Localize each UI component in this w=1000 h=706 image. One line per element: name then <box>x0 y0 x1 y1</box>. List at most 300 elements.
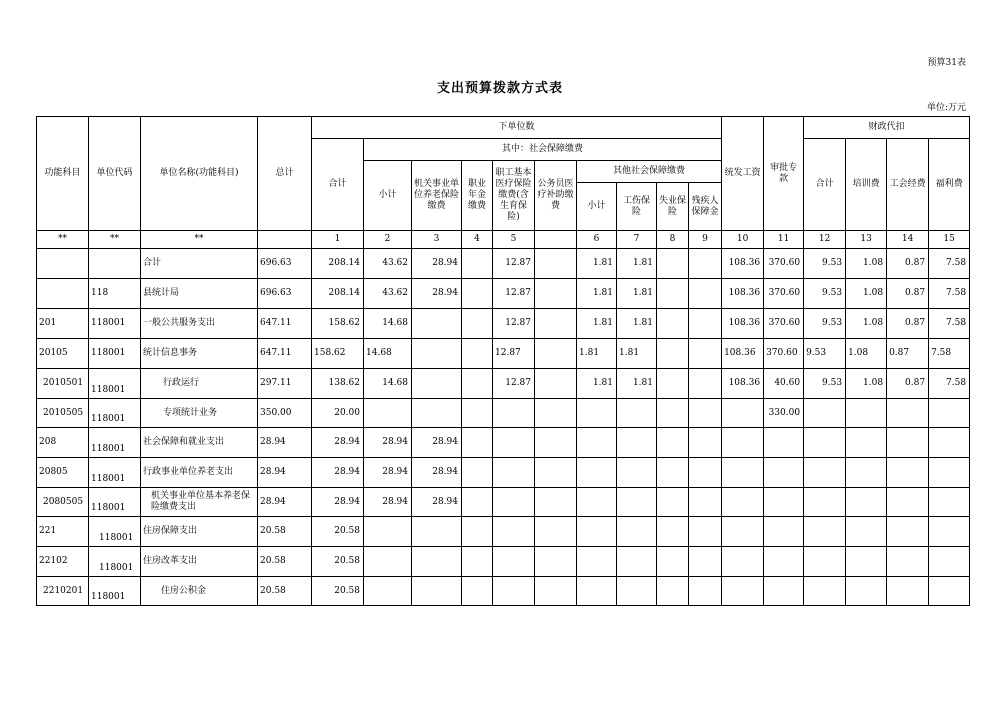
value-cell: 12.87 <box>493 339 535 369</box>
value-cell: 108.36 <box>722 309 764 339</box>
value-cell <box>846 577 887 606</box>
index-cell: 6 <box>577 231 617 249</box>
unit-name-cell: 住房公积金 <box>141 577 258 606</box>
value-cell: 647.11 <box>258 339 312 369</box>
index-cell: 8 <box>657 231 689 249</box>
value-cell <box>764 577 804 606</box>
unit-label: 单位:万元 <box>926 103 966 113</box>
value-cell: 28.94 <box>312 488 364 517</box>
value-cell: 12.87 <box>493 249 535 279</box>
value-cell <box>462 249 493 279</box>
value-cell: 28.94 <box>412 279 462 309</box>
value-cell <box>577 428 617 458</box>
value-cell <box>535 428 577 458</box>
value-cell: 9.53 <box>804 339 846 369</box>
value-cell: 9.53 <box>804 369 846 399</box>
value-cell <box>493 577 535 606</box>
value-cell <box>657 309 689 339</box>
value-cell: 43.62 <box>364 279 412 309</box>
value-cell: 138.62 <box>312 369 364 399</box>
table-row <box>37 547 970 577</box>
value-cell: 370.60 <box>764 339 804 369</box>
index-cell: 4 <box>462 231 493 249</box>
value-cell <box>722 517 764 547</box>
value-cell <box>617 577 657 606</box>
func-code-cell: 22102 <box>37 547 89 577</box>
value-cell <box>657 458 689 488</box>
value-cell <box>364 547 412 577</box>
value-cell: 158.62 <box>312 309 364 339</box>
value-cell: 28.94 <box>258 428 312 458</box>
value-cell <box>535 517 577 547</box>
value-cell: 9.53 <box>804 309 846 339</box>
value-cell: 0.87 <box>887 339 929 369</box>
index-cell: 15 <box>929 231 970 249</box>
value-cell <box>929 458 970 488</box>
value-cell <box>462 279 493 309</box>
value-cell <box>462 577 493 606</box>
header-approved: 审批专款 <box>764 117 804 231</box>
value-cell <box>887 458 929 488</box>
func-code-cell <box>37 279 89 309</box>
value-cell <box>689 428 722 458</box>
index-cell: 3 <box>412 231 462 249</box>
value-cell: 14.68 <box>364 309 412 339</box>
value-cell: 108.36 <box>722 249 764 279</box>
value-cell <box>657 399 689 428</box>
value-cell: 1.81 <box>577 369 617 399</box>
value-cell: 14.68 <box>364 369 412 399</box>
value-cell: 28.94 <box>412 249 462 279</box>
value-cell <box>535 547 577 577</box>
value-cell: 28.94 <box>312 458 364 488</box>
header-salary: 统发工资 <box>722 117 764 231</box>
unit-name-cell: 专项统计业务 <box>141 399 258 428</box>
header-func-code: 功能科目 <box>37 117 89 231</box>
value-cell <box>929 428 970 458</box>
unit-name-cell: 住房改革支出 <box>141 547 258 577</box>
table-row <box>37 249 970 279</box>
value-cell <box>412 577 462 606</box>
unit-name-cell: 住房保障支出 <box>141 517 258 547</box>
index-row <box>37 231 970 249</box>
value-cell: 0.87 <box>887 309 929 339</box>
value-cell <box>577 547 617 577</box>
unit-code-cell: 118001 <box>89 369 141 399</box>
value-cell: 28.94 <box>412 428 462 458</box>
value-cell <box>657 428 689 458</box>
value-cell <box>689 309 722 339</box>
value-cell <box>535 369 577 399</box>
func-code-cell: 221 <box>37 517 89 547</box>
value-cell: 1.08 <box>846 369 887 399</box>
value-cell: 28.94 <box>312 428 364 458</box>
value-cell <box>412 399 462 428</box>
header-lower-units: 下单位数 <box>312 117 722 139</box>
value-cell <box>722 458 764 488</box>
value-cell: 208.14 <box>312 279 364 309</box>
value-cell: 28.94 <box>364 458 412 488</box>
func-code-cell: 20105 <box>37 339 89 369</box>
value-cell: 696.63 <box>258 249 312 279</box>
value-cell <box>887 399 929 428</box>
value-cell <box>804 488 846 517</box>
budget-table <box>36 116 970 606</box>
value-cell: 20.58 <box>258 547 312 577</box>
index-cell: ** <box>141 231 258 249</box>
header-unemp: 失业保险 <box>657 183 689 231</box>
value-cell <box>657 517 689 547</box>
value-cell <box>462 517 493 547</box>
value-cell: 7.58 <box>929 369 970 399</box>
index-cell: 13 <box>846 231 887 249</box>
index-cell: 1 <box>312 231 364 249</box>
unit-name-cell: 行政运行 <box>141 369 258 399</box>
header-injury: 工伤保险 <box>617 183 657 231</box>
value-cell <box>689 577 722 606</box>
value-cell <box>364 517 412 547</box>
value-cell <box>462 458 493 488</box>
value-cell: 12.87 <box>493 309 535 339</box>
value-cell: 370.60 <box>764 309 804 339</box>
value-cell: 43.62 <box>364 249 412 279</box>
value-cell <box>577 399 617 428</box>
header-other-subtotal: 小计 <box>577 183 617 231</box>
index-cell: ** <box>89 231 141 249</box>
value-cell: 20.58 <box>258 517 312 547</box>
value-cell <box>535 577 577 606</box>
index-cell: 10 <box>722 231 764 249</box>
value-cell <box>462 488 493 517</box>
value-cell <box>804 399 846 428</box>
value-cell: 20.00 <box>312 399 364 428</box>
unit-code-cell: 118001 <box>89 488 141 517</box>
value-cell <box>493 428 535 458</box>
func-code-cell: 2080505 <box>37 488 89 517</box>
value-cell <box>689 279 722 309</box>
value-cell: 9.53 <box>804 249 846 279</box>
index-cell: 2 <box>364 231 412 249</box>
value-cell <box>462 369 493 399</box>
value-cell: 1.81 <box>617 339 657 369</box>
header-training: 培训费 <box>846 139 887 231</box>
value-cell <box>364 577 412 606</box>
value-cell <box>929 547 970 577</box>
value-cell <box>846 517 887 547</box>
header-of-which-ss: 其中：社会保障缴费 <box>364 139 722 161</box>
table-row <box>37 309 970 339</box>
value-cell <box>493 458 535 488</box>
value-cell: 0.87 <box>887 369 929 399</box>
value-cell <box>657 339 689 369</box>
value-cell <box>412 339 462 369</box>
value-cell: 1.08 <box>846 249 887 279</box>
table-row <box>37 517 970 547</box>
value-cell <box>657 547 689 577</box>
value-cell: 20.58 <box>258 577 312 606</box>
table-row <box>37 488 970 517</box>
value-cell: 40.60 <box>764 369 804 399</box>
value-cell: 330.00 <box>764 399 804 428</box>
header-fiscal: 财政代扣 <box>804 117 970 139</box>
form-number: 预算31表 <box>927 58 966 68</box>
header-fiscal-sum: 合计 <box>804 139 846 231</box>
value-cell <box>577 488 617 517</box>
value-cell <box>535 309 577 339</box>
value-cell <box>577 517 617 547</box>
value-cell <box>462 309 493 339</box>
value-cell <box>804 517 846 547</box>
unit-name-cell: 县统计局 <box>141 279 258 309</box>
func-code-cell: 2010501 <box>37 369 89 399</box>
value-cell <box>617 399 657 428</box>
value-cell: 20.58 <box>312 577 364 606</box>
value-cell <box>577 577 617 606</box>
value-cell <box>804 458 846 488</box>
value-cell: 158.62 <box>312 339 364 369</box>
value-cell: 20.58 <box>312 547 364 577</box>
table-row <box>37 339 970 369</box>
value-cell: 14.68 <box>364 339 412 369</box>
value-cell <box>764 488 804 517</box>
value-cell: 0.87 <box>887 249 929 279</box>
value-cell <box>617 428 657 458</box>
value-cell: 1.81 <box>577 309 617 339</box>
value-cell: 696.63 <box>258 279 312 309</box>
value-cell <box>887 488 929 517</box>
unit-name-cell: 社会保障和就业支出 <box>141 428 258 458</box>
value-cell <box>689 517 722 547</box>
value-cell <box>412 517 462 547</box>
header-sum: 合计 <box>312 139 364 231</box>
value-cell <box>929 517 970 547</box>
table-row <box>37 577 970 606</box>
index-cell <box>535 231 577 249</box>
value-cell: 1.81 <box>577 339 617 369</box>
value-cell <box>846 428 887 458</box>
value-cell: 1.08 <box>846 279 887 309</box>
value-cell <box>689 369 722 399</box>
value-cell <box>887 577 929 606</box>
value-cell <box>846 399 887 428</box>
header-subtotal: 小计 <box>364 161 412 231</box>
value-cell: 1.08 <box>846 309 887 339</box>
value-cell <box>846 547 887 577</box>
value-cell <box>722 577 764 606</box>
value-cell <box>689 249 722 279</box>
func-code-cell: 2010505 <box>37 399 89 428</box>
value-cell <box>364 399 412 428</box>
value-cell: 28.94 <box>258 458 312 488</box>
value-cell <box>887 517 929 547</box>
unit-code-cell <box>89 249 141 279</box>
func-code-cell: 20805 <box>37 458 89 488</box>
header-civil-med: 公务员医疗补助缴费 <box>535 161 577 231</box>
header-welfare: 福利费 <box>929 139 970 231</box>
index-cell <box>258 231 312 249</box>
value-cell <box>722 428 764 458</box>
value-cell: 9.53 <box>804 279 846 309</box>
table-row <box>37 399 970 428</box>
value-cell <box>764 547 804 577</box>
value-cell <box>722 488 764 517</box>
value-cell <box>929 488 970 517</box>
table-row <box>37 369 970 399</box>
value-cell <box>887 547 929 577</box>
value-cell <box>657 249 689 279</box>
unit-code-cell: 118001 <box>89 428 141 458</box>
value-cell <box>535 279 577 309</box>
value-cell <box>535 488 577 517</box>
value-cell <box>493 517 535 547</box>
value-cell <box>617 458 657 488</box>
value-cell: 1.81 <box>617 279 657 309</box>
value-cell <box>657 369 689 399</box>
unit-name-cell: 合计 <box>141 249 258 279</box>
value-cell: 1.81 <box>617 369 657 399</box>
header-unit-code: 单位代码 <box>89 117 141 231</box>
header-medical: 职工基本医疗保险缴费(含生育保险) <box>493 161 535 231</box>
value-cell <box>804 577 846 606</box>
value-cell: 108.36 <box>722 339 764 369</box>
func-code-cell: 201 <box>37 309 89 339</box>
value-cell <box>929 399 970 428</box>
value-cell <box>412 309 462 339</box>
table-row <box>37 279 970 309</box>
value-cell <box>577 458 617 488</box>
value-cell: 20.58 <box>312 517 364 547</box>
value-cell <box>657 488 689 517</box>
value-cell: 297.11 <box>258 369 312 399</box>
value-cell <box>462 547 493 577</box>
index-cell: 11 <box>764 231 804 249</box>
func-code-cell <box>37 249 89 279</box>
value-cell <box>412 369 462 399</box>
unit-code-cell: 118001 <box>89 458 141 488</box>
value-cell <box>764 458 804 488</box>
value-cell <box>722 399 764 428</box>
unit-code-cell: 118 <box>89 279 141 309</box>
value-cell <box>846 488 887 517</box>
value-cell <box>412 547 462 577</box>
value-cell: 0.87 <box>887 279 929 309</box>
index-cell: 12 <box>804 231 846 249</box>
value-cell <box>535 458 577 488</box>
value-cell <box>462 428 493 458</box>
index-cell: 7 <box>617 231 657 249</box>
unit-code-cell: 118001 <box>89 577 141 606</box>
value-cell <box>689 547 722 577</box>
index-cell: ** <box>37 231 89 249</box>
unit-code-cell: 118001 <box>89 339 141 369</box>
header-other-ss: 其他社会保障缴费 <box>577 161 722 183</box>
value-cell <box>846 458 887 488</box>
value-cell <box>689 488 722 517</box>
func-code-cell: 208 <box>37 428 89 458</box>
value-cell: 12.87 <box>493 369 535 399</box>
value-cell: 108.36 <box>722 369 764 399</box>
value-cell <box>689 399 722 428</box>
header-occ-annuity: 职业年金缴费 <box>462 161 493 231</box>
value-cell <box>535 399 577 428</box>
header-disabled: 残疾人保障金 <box>689 183 722 231</box>
value-cell <box>617 547 657 577</box>
header-unit-name: 单位名称(功能科目) <box>141 117 258 231</box>
header-org-pension: 机关事业单位养老保险缴费 <box>412 161 462 231</box>
table-row <box>37 428 970 458</box>
value-cell: 108.36 <box>722 279 764 309</box>
value-cell <box>535 249 577 279</box>
value-cell <box>493 488 535 517</box>
value-cell <box>764 517 804 547</box>
value-cell: 28.94 <box>364 428 412 458</box>
unit-code-cell: 118001 <box>89 547 141 577</box>
value-cell <box>617 517 657 547</box>
value-cell: 28.94 <box>258 488 312 517</box>
value-cell: 7.58 <box>929 339 970 369</box>
value-cell: 370.60 <box>764 279 804 309</box>
value-cell: 1.81 <box>617 249 657 279</box>
unit-name-cell: 机关事业单位基本养老保险缴费支出 <box>141 488 258 517</box>
value-cell: 370.60 <box>764 249 804 279</box>
value-cell <box>657 279 689 309</box>
value-cell <box>764 428 804 458</box>
value-cell: 28.94 <box>364 488 412 517</box>
func-code-cell: 2210201 <box>37 577 89 606</box>
unit-code-cell: 118001 <box>89 517 141 547</box>
index-cell: 9 <box>689 231 722 249</box>
unit-name-cell: 行政事业单位养老支出 <box>141 458 258 488</box>
value-cell <box>462 339 493 369</box>
value-cell <box>535 339 577 369</box>
value-cell: 28.94 <box>412 488 462 517</box>
value-cell: 1.08 <box>846 339 887 369</box>
value-cell: 1.81 <box>577 249 617 279</box>
value-cell: 7.58 <box>929 279 970 309</box>
value-cell <box>493 399 535 428</box>
value-cell <box>657 577 689 606</box>
value-cell <box>722 547 764 577</box>
index-cell: 14 <box>887 231 929 249</box>
table-row <box>37 458 970 488</box>
value-cell: 7.58 <box>929 249 970 279</box>
value-cell: 12.87 <box>493 279 535 309</box>
unit-code-cell: 118001 <box>89 399 141 428</box>
value-cell: 7.58 <box>929 309 970 339</box>
value-cell: 1.81 <box>577 279 617 309</box>
value-cell <box>689 458 722 488</box>
value-cell: 28.94 <box>412 458 462 488</box>
value-cell <box>929 577 970 606</box>
value-cell: 647.11 <box>258 309 312 339</box>
value-cell <box>804 547 846 577</box>
value-cell <box>689 339 722 369</box>
header-union: 工会经费 <box>887 139 929 231</box>
header-total: 总计 <box>258 117 312 231</box>
value-cell <box>617 488 657 517</box>
value-cell: 208.14 <box>312 249 364 279</box>
value-cell <box>804 428 846 458</box>
value-cell: 1.81 <box>617 309 657 339</box>
value-cell: 350.00 <box>258 399 312 428</box>
unit-name-cell: 一般公共服务支出 <box>141 309 258 339</box>
page-title: 支出预算拨款方式表 <box>436 81 563 96</box>
index-cell: 5 <box>493 231 535 249</box>
value-cell <box>887 428 929 458</box>
value-cell <box>493 547 535 577</box>
unit-code-cell: 118001 <box>89 309 141 339</box>
unit-name-cell: 统计信息事务 <box>141 339 258 369</box>
